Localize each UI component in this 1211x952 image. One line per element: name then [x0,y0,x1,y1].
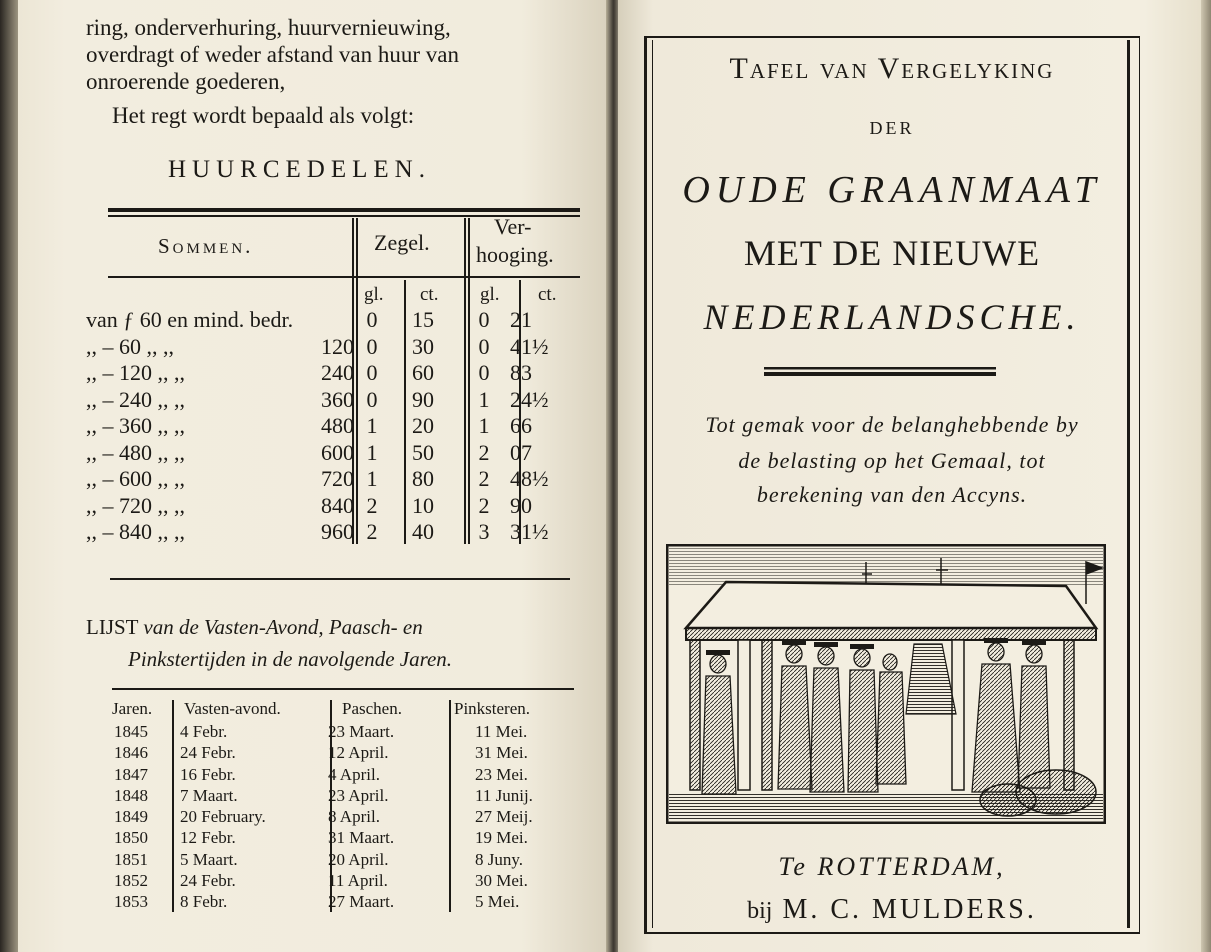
intro-line: ring, onderverhuring, huurvernieuwing, [86,15,451,40]
cell-paschen: 23 Maart. [328,722,395,741]
cell-vasten-avond: 16 Febr. [180,764,236,784]
cell-paschen: 8 April. [328,807,380,827]
lead-sentence: Het regt wordt bepaald als volgt: [112,103,415,128]
cell-zegel-ct: 60 [412,360,434,385]
cell-paschen: 4 April. [328,764,380,784]
imprint-city: Te ROTTERDAM, [778,852,1006,881]
col-pinksteren: Pinksteren. [454,699,531,718]
cell-zegel-gl: 1 [366,439,378,465]
cell-verh-gl: 3 [478,519,490,544]
cell-zegel-ct: 30 [412,333,434,359]
cell-zegel-gl: 0 [366,333,378,359]
table-row [86,807,586,828]
title-line-4: MET DE NIEUWE [743,233,1041,273]
cell-year: 1851 [114,849,148,869]
lijst-title-rest: van de Vasten-Avond, Paasch- en [143,615,423,639]
cell-vasten-avond: 5 Maart. [180,849,238,869]
title-line-1: Tafel van Vergelyking [729,52,1055,85]
cell-pinksteren: 27 Meij. [475,807,533,827]
title-line-3: OUDE GRAANMAAT [682,169,1102,211]
cell-verh-gl: 2 [478,439,490,465]
cell-pinksteren: 11 Junij. [475,785,533,805]
cell-vasten-avond: 12 Febr. [180,828,236,848]
cell-amount: 360 [321,386,354,412]
dates-table-body [86,722,586,914]
cell-zegel-ct: 20 [412,413,434,438]
lijst-subtitle [128,644,628,674]
table-row [86,519,586,546]
table-row [86,765,586,786]
subtitle-line-1: Tot gemak voor de belanghebbende by [705,412,1079,437]
cell-zegel-ct: 15 [412,307,434,332]
cell-verh-gl: 1 [478,386,490,412]
cell-pinksteren: 30 Mei. [475,871,528,891]
cell-amount: 480 [321,413,354,438]
table-row [86,387,586,414]
section-heading: HUURCEDELEN. [168,156,431,183]
col-verhooging: hooging. [476,242,554,267]
cell-verh-gl: 2 [478,492,490,518]
table-row [86,493,586,520]
table-top-rule [108,208,580,212]
table-row [86,440,586,467]
table-row [86,892,586,913]
cell-desc: ,, – 720 ,, ,, [86,492,185,518]
cell-paschen: 20 April. [328,849,389,869]
col-sommen: Sommen. [158,234,254,258]
table-row [86,334,586,361]
cell-vasten-avond: 8 Febr. [180,892,228,912]
table-row [86,828,586,849]
cell-verh-ct: 21 [510,307,532,332]
cell-year: 1852 [114,871,148,891]
cell-zegel-ct: 40 [412,519,434,544]
cell-verh-ct: 31½ [510,519,549,544]
cell-paschen: 23 April. [328,785,389,805]
woodcut-illustration [666,544,1106,824]
sub-ct: ct. [420,284,439,305]
cell-verh-gl: 2 [478,466,490,491]
cell-zegel-ct: 90 [412,386,434,412]
sub-ct: ct. [538,284,557,305]
cell-zegel-gl: 2 [366,519,378,544]
cell-zegel-gl: 1 [366,466,378,491]
lijst-title [86,612,586,642]
cell-desc: van ƒ 60 en mind. bedr. [86,307,294,332]
table-bottom-rule [110,578,570,580]
cell-vasten-avond: 24 Febr. [180,743,236,763]
title-frame-bottom [644,932,1140,934]
cell-verh-ct: 07 [510,439,532,465]
cell-pinksteren: 8 Juny. [475,849,524,869]
cell-verh-gl: 0 [478,333,490,359]
subtitle-line-2: de belasting op het Gemaal, tot [738,448,1046,473]
cell-zegel-gl: 2 [366,492,378,518]
cell-amount: 720 [321,466,354,491]
cell-zegel-ct: 10 [412,492,434,518]
cell-pinksteren: 11 Mei. [475,722,528,741]
huur-table-body [86,307,586,546]
col-jaren: Jaren. [112,699,153,718]
intro-line: onroerende goederen, [86,69,286,94]
cell-amount: 600 [321,439,354,465]
cell-paschen: 31 Maart. [328,828,395,848]
cell-pinksteren: 5 Mei. [475,892,520,912]
sub-gl: gl. [364,284,384,305]
table-row [86,743,586,764]
cell-verh-ct: 66 [510,413,532,438]
lijst-title-caps: LIJST [86,615,139,639]
table-row [86,786,586,807]
cell-amount: 240 [321,360,354,385]
intro-line: overdragt of weder afstand van huur van [86,42,459,67]
cell-amount: 840 [321,492,354,518]
cell-verh-ct: 41½ [510,333,549,359]
imprint-publisher-line [650,894,1134,926]
cell-paschen: 27 Maart. [328,892,395,912]
cell-year: 1853 [114,892,148,912]
imprint-bij: bij [747,898,773,924]
cell-desc: ,, – 60 ,, ,, [86,333,174,359]
cell-desc: ,, – 360 ,, ,, [86,413,185,438]
cell-desc: ,, – 840 ,, ,, [86,519,185,544]
book-edge-right [1201,0,1211,952]
col-paschen: Paschen. [342,699,402,718]
cell-verh-gl: 1 [478,413,490,438]
cell-verh-ct: 48½ [510,466,549,491]
dates-top-rule [112,688,574,690]
cell-pinksteren: 19 Mei. [475,828,528,848]
cell-verh-gl: 0 [478,307,490,332]
cell-vasten-avond: 20 February. [180,807,266,827]
cell-zegel-gl: 0 [366,386,378,412]
table-row [86,850,586,871]
imprint-publisher: M. C. MULDERS. [782,894,1037,925]
cell-zegel-gl: 1 [366,413,378,438]
cell-year: 1850 [114,828,148,848]
table-row [86,360,586,387]
table-row [86,871,586,892]
cell-vasten-avond: 24 Febr. [180,871,236,891]
cell-year: 1848 [114,785,148,805]
cell-pinksteren: 31 Mei. [475,743,528,763]
sub-gl: gl. [480,284,500,305]
cell-desc: ,, – 120 ,, ,, [86,360,185,385]
cell-paschen: 11 April. [328,871,388,891]
cell-zegel-gl: 0 [366,307,378,332]
book-edge-left [0,0,18,952]
col-zegel: Zegel. [374,230,430,255]
col-verhooging: Ver- [494,214,532,239]
title-frame-top [644,36,1140,38]
cell-zegel-gl: 0 [366,360,378,385]
table-row [86,466,586,493]
cell-pinksteren: 23 Mei. [475,764,528,784]
cell-year: 1849 [114,807,148,827]
title-line-2: DER [869,118,915,138]
cell-year: 1845 [114,722,148,741]
cell-paschen: 12 April. [328,743,389,763]
cell-desc: ,, – 240 ,, ,, [86,386,185,412]
title-line-5: NEDERLANDSCHE. [703,297,1081,337]
cell-verh-ct: 24½ [510,386,549,412]
cell-amount: 120 [321,333,354,359]
cell-vasten-avond: 7 Maart. [180,785,238,805]
cell-amount: 960 [321,519,354,544]
cell-verh-gl: 0 [478,360,490,385]
table-row [86,307,586,334]
cell-desc: ,, – 600 ,, ,, [86,466,185,491]
subtitle-line-3: berekening van den Accyns. [756,482,1028,507]
cell-vasten-avond: 4 Febr. [180,722,228,741]
header-rule [108,276,580,278]
intro-paragraph [86,14,576,95]
cell-year: 1846 [114,743,148,763]
cell-zegel-ct: 50 [412,439,434,465]
lijst-title-line2: Pinkstertijden in de navolgende Jaren. [128,647,453,671]
table-row [86,413,586,440]
cell-year: 1847 [114,764,148,784]
cell-desc: ,, – 480 ,, ,, [86,439,185,465]
cell-zegel-ct: 80 [412,466,434,491]
ornament-rule [764,366,996,378]
col-vasten-avond: Vasten-avond. [184,699,281,718]
cell-verh-ct: 83 [510,360,532,385]
table-row [86,722,586,743]
cell-verh-ct: 90 [510,492,532,518]
